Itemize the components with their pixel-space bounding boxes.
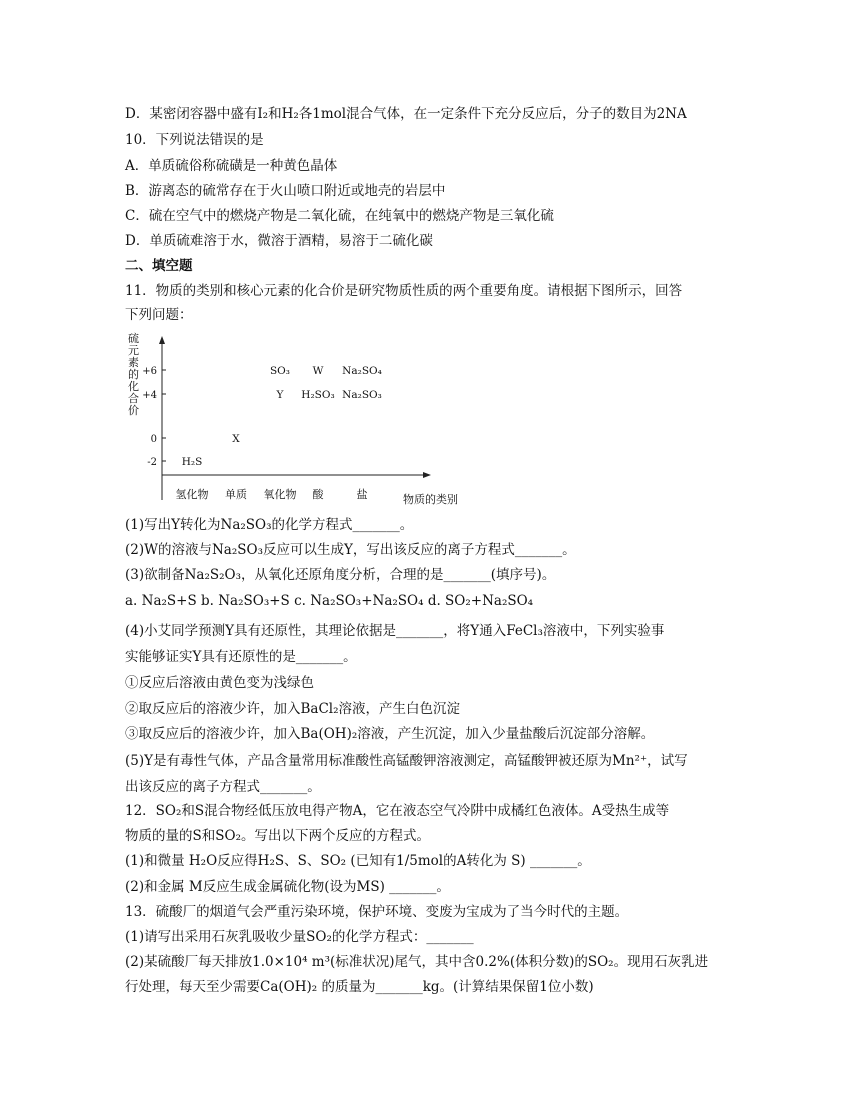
question-11-part-5-line-2: 出该反应的离子方程式_______。 xyxy=(125,779,321,795)
y-axis-title-char: 合 xyxy=(128,392,139,405)
y-axis-title-char: 素 xyxy=(128,356,139,369)
question-11-part-4-line-1: (4)小艾同学预测Y具有还原性，其理论依据是_______，将Y通入FeCl₃溶液中，下列实验事 xyxy=(125,623,665,639)
question-11-part-4-line-2: 实能够证实Y具有还原性的是_______。 xyxy=(125,649,357,665)
x-axis-arrow xyxy=(423,472,431,478)
question-11-part-1: (1)写出Y转化为Na₂SO₃的化学方程式_______。 xyxy=(125,517,414,533)
question-11-stem-line-1: 11．物质的类别和核心元素的化合价是研究物质性质的两个重要角度。请根据下图所示，回答 xyxy=(125,283,683,299)
data-label: Na₂SO₃ xyxy=(342,389,382,401)
x-category-label: 酸 xyxy=(312,488,324,501)
question-10-option-d: D．单质硫难溶于水，微溶于酒精，易溶于二硫化碳 xyxy=(125,233,433,249)
y-axis-title xyxy=(128,331,139,417)
y-tick-label: 0 xyxy=(150,434,157,445)
section-heading-fill-in: 二、填空题 xyxy=(125,258,193,274)
data-label: Y xyxy=(276,389,284,401)
x-category-label: 氢化物 xyxy=(175,488,209,501)
data-labels xyxy=(182,365,382,468)
question-13-stem: 13．硫酸厂的烟道气会严重污染环境，保护环境、变废为宝成为了当今时代的主题。 xyxy=(125,904,629,920)
question-12-stem-line-2: 物质的量的S和SO₂。写出以下两个反应的方程式。 xyxy=(125,828,430,844)
y-tick-label: -2 xyxy=(147,457,157,468)
question-10-stem: 10．下列说法错误的是 xyxy=(125,132,264,148)
question-10-option-a: A．单质硫俗称硫磺是一种黄色晶体 xyxy=(125,158,338,174)
y-axis-arrow xyxy=(159,336,165,344)
y-axis-title-char: 价 xyxy=(128,404,139,417)
data-label: W xyxy=(312,365,324,377)
y-axis-title-char: 元 xyxy=(128,344,139,357)
question-13-part-1: (1)请写出采用石灰乳吸收少量SO₂的化学方程式：_______ xyxy=(125,929,474,945)
y-axis-title-char: 的 xyxy=(128,368,139,381)
valence-category-chart xyxy=(120,330,480,510)
x-axis-categories xyxy=(176,487,368,501)
valence-category-figure xyxy=(120,330,480,510)
question-12-part-2: (2)和金属 M反应生成金属硫化物(设为MS) _______。 xyxy=(125,879,450,895)
question-13-part-2-line-1: (2)某硫酸厂每天排放1.0×10⁴ m³(标准状况)尾气，其中含0.2%(体积分数)的SO₂。现用石灰乳进 xyxy=(125,954,709,970)
question-13-part-2-line-2: 行处理，每天至少需要Ca(OH)₂ 的质量为_______kg。(计算结果保留1位小数) xyxy=(125,979,594,995)
question-11-part-4-item-1: ①反应后溶液由黄色变为浅绿色 xyxy=(125,675,314,691)
question-12-stem-line-1: 12．SO₂和S混合物经低压放电得产物A，它在液态空气冷阱中成橘红色液体。A受热生成等 xyxy=(125,803,670,819)
question-9-option-d: D．某密闭容器中盛有I₂和H₂各1mol混合气体，在一定条件下充分反应后，分子的数目为2NA xyxy=(125,106,687,122)
question-11-part-4-item-3: ③取反应后的溶液少许，加入Ba(OH)₂溶液，产生沉淀，加入少量盐酸后沉淀部分溶解。 xyxy=(125,726,655,742)
question-11-part-2: (2)W的溶液与Na₂SO₃反应可以生成Y，写出该反应的离子方程式_______。 xyxy=(125,542,576,558)
y-tick-label: +4 xyxy=(142,390,157,401)
x-axis-title: 物质的类别 xyxy=(403,493,458,506)
question-12-part-1: (1)和微量 H₂O反应得H₂S、S、SO₂ (已知有1/5mol的A转化为 S) _______。 xyxy=(125,853,591,869)
data-label: SO₃ xyxy=(269,365,291,377)
y-axis-title-char: 硫 xyxy=(128,332,139,345)
question-11-part-3-options: a. Na₂S+S b. Na₂SO₃+S c. Na₂SO₃+Na₂SO₄ d. SO₂+Na₂SO₄ xyxy=(125,593,534,609)
question-10-option-b: B．游离态的硫常存在于火山喷口附近或地壳的岩层中 xyxy=(125,183,446,199)
question-11-part-5-line-1: (5)Y是有毒性气体，产品含量常用标准酸性高锰酸钾溶液测定，高锰酸钾被还原为Mn²⁺，试写 xyxy=(125,753,688,769)
x-category-label: 氧化物 xyxy=(263,488,297,501)
data-label: X xyxy=(232,433,240,445)
question-11-part-4-item-2: ②取反应后的溶液少许，加入BaCl₂溶液，产生白色沉淀 xyxy=(125,701,461,717)
x-category-label: 单质 xyxy=(225,488,247,501)
question-10-option-c: C．硫在空气中的燃烧产物是二氧化硫，在纯氧中的燃烧产物是三氧化硫 xyxy=(125,208,554,224)
data-label: H₂S xyxy=(181,456,203,468)
x-category-label: 盐 xyxy=(356,488,368,501)
data-label: H₂SO₃ xyxy=(301,389,335,401)
y-tick-label: +6 xyxy=(142,366,157,377)
y-axis-title-char: 化 xyxy=(128,380,139,393)
question-11-part-3: (3)欲制备Na₂S₂O₃，从氧化还原角度分析，合理的是_______(填序号)。 xyxy=(125,567,556,583)
question-11-stem-line-2: 下列问题： xyxy=(125,307,193,323)
data-label: Na₂SO₄ xyxy=(342,365,382,377)
